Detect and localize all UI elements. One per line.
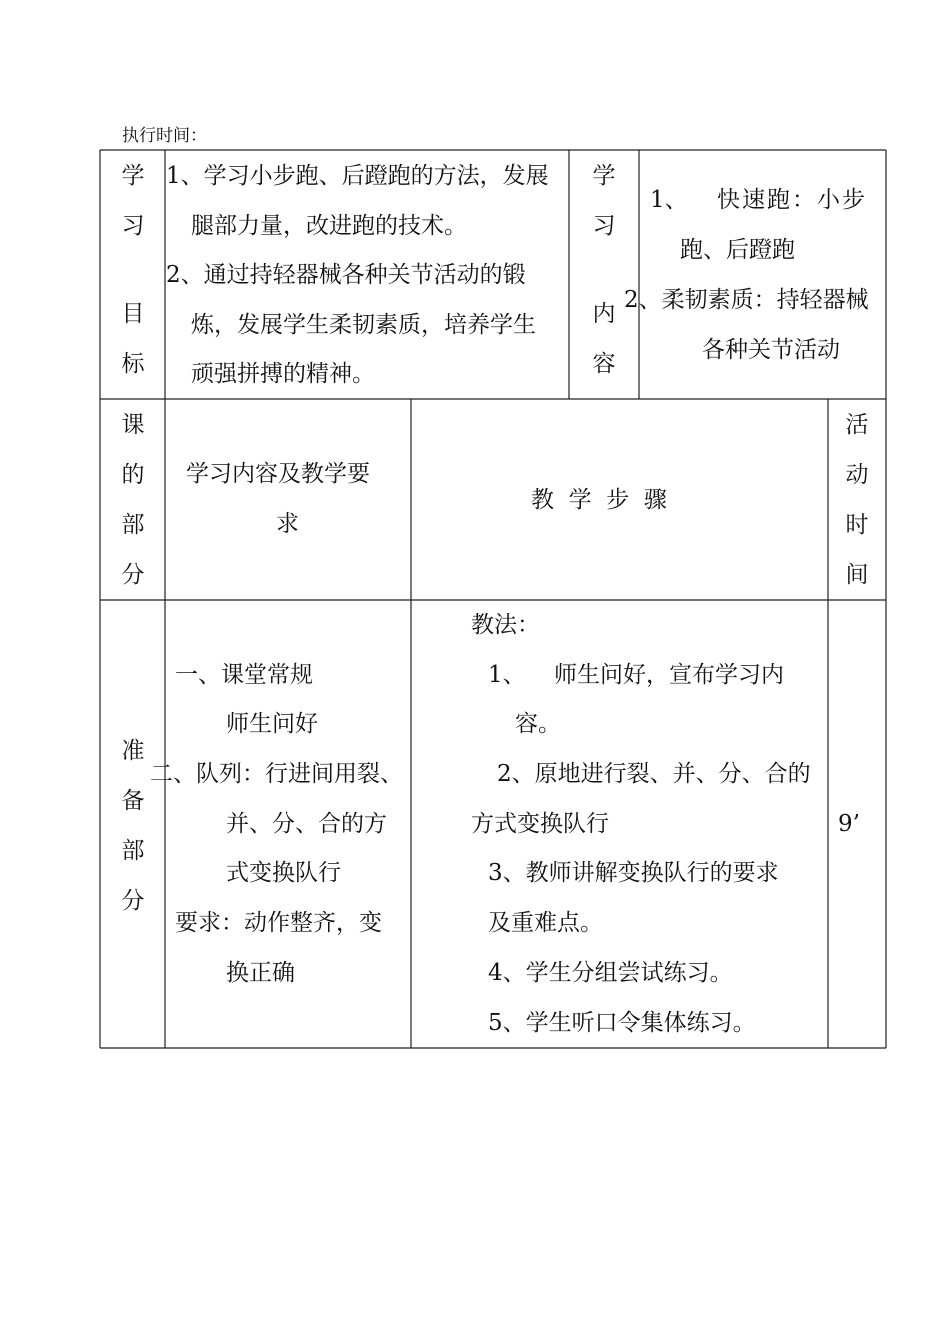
prep-content-line: 一、课堂常规 bbox=[175, 662, 313, 688]
activity-time-header bbox=[837, 407, 877, 607]
prep-label-char: 部 bbox=[121, 838, 145, 864]
content-label-char: 内 bbox=[592, 301, 616, 327]
content-item-text: 各种关节活动 bbox=[702, 337, 840, 363]
objectives-label bbox=[113, 158, 153, 396]
teaching-method-label: 教法： bbox=[471, 612, 540, 638]
prep-label-char: 准 bbox=[121, 738, 145, 764]
teaching-step-line: 师生问好，宣布学习内 bbox=[554, 662, 784, 688]
teaching-steps-header: 教 学 步 骤 bbox=[531, 487, 667, 513]
objective-line: 顽强拼搏的精神。 bbox=[191, 361, 375, 387]
content-requirements-header: 学习内容及教学要 bbox=[186, 461, 370, 487]
time-header-char: 间 bbox=[845, 562, 869, 588]
content-item-text: 快速跑：小步 bbox=[717, 187, 867, 213]
content-item-number: 1、 bbox=[650, 187, 688, 213]
part-header-char: 课 bbox=[121, 412, 145, 438]
objective-line: 1、学习小步跑、后蹬跑的方法，发展 bbox=[166, 163, 549, 189]
prep-content-line: 要求：动作整齐，变 bbox=[175, 910, 382, 936]
content-item-text: 跑、后蹬跑 bbox=[680, 237, 795, 263]
prep-label-char: 分 bbox=[121, 888, 145, 914]
objectives-label-char: 习 bbox=[121, 213, 145, 239]
prep-content-line: 换正确 bbox=[226, 960, 295, 986]
teaching-step-line: 2、原地进行裂、并、分、合的 bbox=[497, 761, 811, 787]
objective-line: 2、通过持轻器械各种关节活动的锻 bbox=[166, 262, 526, 288]
teaching-step-line: 方式变换队行 bbox=[471, 811, 609, 837]
content-label-char: 容 bbox=[592, 351, 616, 377]
teaching-step-line: 4、学生分组尝试练习。 bbox=[488, 960, 733, 986]
content-item-text: 2、柔韧素质：持轻器械 bbox=[624, 287, 869, 313]
prep-activity-time: 9’ bbox=[838, 811, 860, 837]
part-header-char: 分 bbox=[121, 562, 145, 588]
teaching-step-line: 容。 bbox=[515, 711, 561, 737]
prep-content-line: 并、分、合的方 bbox=[226, 811, 387, 837]
prep-content-line: 式变换队行 bbox=[226, 860, 341, 886]
objectives-label-char: 学 bbox=[121, 163, 145, 189]
objectives-label-char: 目 bbox=[121, 301, 145, 327]
time-header-char: 活 bbox=[845, 412, 869, 438]
time-header-char: 动 bbox=[845, 462, 869, 488]
teaching-step-number: 1、 bbox=[488, 662, 526, 688]
prep-content-line: 二、队列：行进间用裂、 bbox=[150, 761, 403, 787]
objective-line: 炼，发展学生柔韧素质，培养学生 bbox=[191, 312, 536, 338]
part-column-header bbox=[113, 407, 153, 607]
objectives-label-char: 标 bbox=[121, 351, 145, 377]
content-label-char: 习 bbox=[592, 213, 616, 239]
content-requirements-header: 求 bbox=[276, 511, 299, 537]
teaching-step-line: 5、学生听口令集体练习。 bbox=[488, 1010, 756, 1036]
content-label-char: 学 bbox=[592, 163, 616, 189]
exec-time-label: 执行时间： bbox=[122, 126, 207, 146]
prep-content-line: 师生问好 bbox=[226, 711, 318, 737]
prep-label-char: 备 bbox=[121, 788, 145, 814]
teaching-step-line: 及重难点。 bbox=[488, 910, 603, 936]
prep-part-label bbox=[113, 733, 153, 933]
content-label bbox=[584, 158, 624, 396]
time-header-char: 时 bbox=[845, 512, 869, 538]
teaching-step-line: 3、教师讲解变换队行的要求 bbox=[488, 860, 779, 886]
objective-line: 腿部力量，改进跑的技术。 bbox=[191, 213, 467, 239]
part-header-char: 部 bbox=[121, 512, 145, 538]
part-header-char: 的 bbox=[121, 462, 145, 488]
